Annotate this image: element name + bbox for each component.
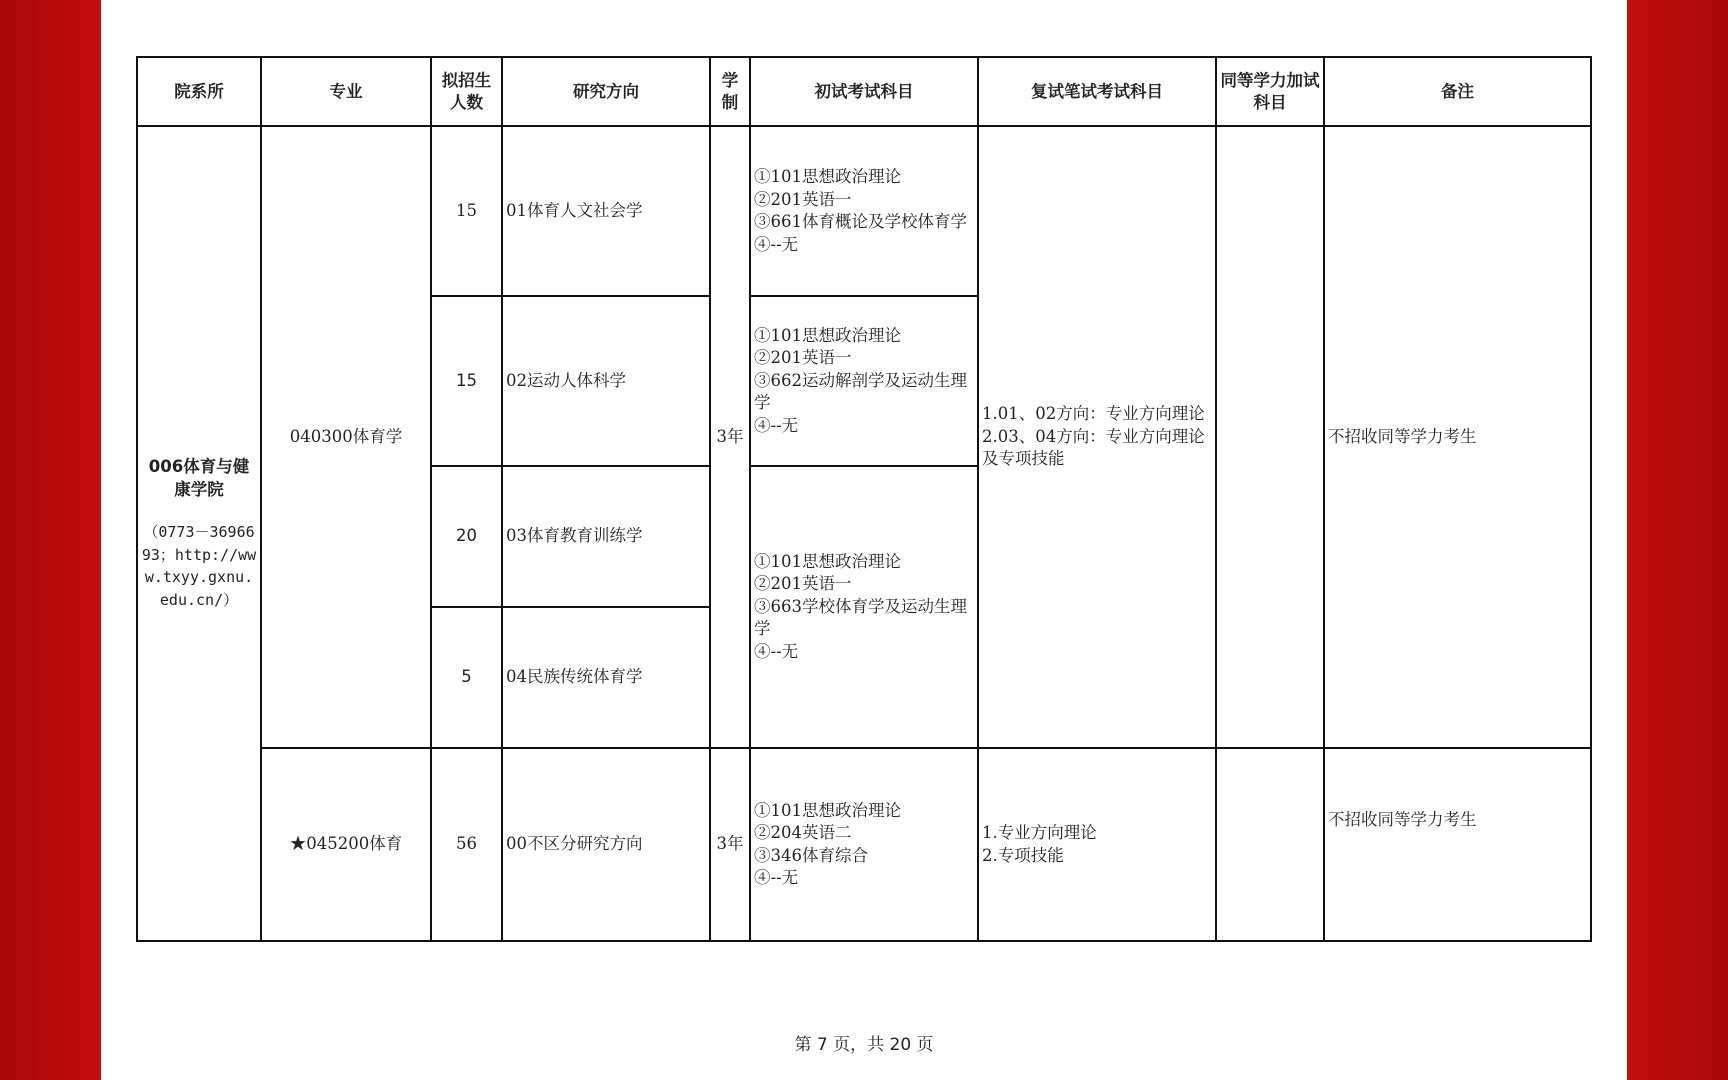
quota-cell: 15 <box>431 296 502 466</box>
quota-cell: 20 <box>431 466 502 607</box>
duration-cell: 3年 <box>710 748 750 941</box>
equiv-cell <box>1216 748 1324 941</box>
dept-contact: （0773－3696693；http://www.txyy.gxnu.edu.cn/） <box>141 523 257 609</box>
footer-suffix: 页 <box>916 1035 934 1055</box>
prelim-line: ④--无 <box>754 868 799 887</box>
prelim-line: ③662运动解剖学及运动生理学 <box>754 370 967 413</box>
quota-cell: 15 <box>431 126 502 296</box>
header-dept: 院系所 <box>137 57 261 126</box>
footer-total-pages: 20 <box>889 1035 912 1055</box>
prelim-line: ③346体育综合 <box>754 845 868 865</box>
duration-cell: 3年 <box>710 126 750 748</box>
prelim-line: ④--无 <box>754 415 799 435</box>
remarks-cell: 不招收同等学力考生 <box>1324 748 1591 941</box>
table-row <box>137 126 1591 296</box>
quota-cell: 56 <box>431 748 502 941</box>
prelim-line: ②204英语二 <box>754 823 852 842</box>
header-major: 专业 <box>261 57 431 126</box>
prelim-line: ①101思想政治理论 <box>754 167 901 186</box>
footer-page-number: 7 <box>816 1035 828 1055</box>
header-row <box>137 57 1591 126</box>
footer-prefix: 第 <box>794 1035 812 1055</box>
retest-cell <box>978 126 1216 748</box>
major-cell: ★045200体育 <box>261 748 431 941</box>
prelim-line: ④--无 <box>754 234 799 254</box>
admissions-table <box>136 56 1592 942</box>
header-direction: 研究方向 <box>502 57 710 126</box>
direction-cell: 04民族传统体育学 <box>502 607 710 748</box>
prelim-line: ①101思想政治理论 <box>754 325 901 345</box>
equiv-cell <box>1216 126 1324 748</box>
retest-line: 1.专业方向理论 <box>982 823 1097 842</box>
prelim-line: ②201英语一 <box>754 348 852 368</box>
prelim-line: ②201英语一 <box>754 189 852 209</box>
header-equiv: 同等学力加试科目 <box>1216 57 1324 126</box>
footer-mid: 页，共 <box>833 1035 885 1055</box>
prelim-line: ③663学校体育学及运动生理学 <box>754 596 967 639</box>
header-remarks: 备注 <box>1324 57 1591 126</box>
prelim-line: ③661体育概论及学校体育学 <box>754 212 967 231</box>
dept-cell <box>137 126 261 941</box>
page-footer <box>101 1030 1627 1055</box>
prelim-line: ①101思想政治理论 <box>754 800 901 820</box>
retest-line: 2.03、04方向：专业方向理论及专项技能 <box>982 426 1205 469</box>
table-row <box>137 748 1591 941</box>
header-duration: 学制 <box>710 57 750 126</box>
prelim-line: ④--无 <box>754 641 799 661</box>
right-border <box>1627 0 1728 1080</box>
prelim-line: ①101思想政治理论 <box>754 551 901 571</box>
major-cell: 040300体育学 <box>261 126 431 748</box>
direction-cell: 00不区分研究方向 <box>502 748 710 941</box>
prelim-cell <box>750 748 978 941</box>
header-quota: 拟招生人数 <box>431 57 502 126</box>
prelim-cell <box>750 296 978 466</box>
direction-cell: 02运动人体科学 <box>502 296 710 466</box>
direction-cell: 03体育教育训练学 <box>502 466 710 607</box>
remarks-cell: 不招收同等学力考生 <box>1324 126 1591 748</box>
quota-cell: 5 <box>431 607 502 748</box>
document-page <box>101 0 1627 1080</box>
prelim-cell <box>750 466 978 748</box>
prelim-cell <box>750 126 978 296</box>
retest-line: 1.01、02方向：专业方向理论 <box>982 404 1205 424</box>
prelim-line: ②201英语一 <box>754 574 852 594</box>
header-retest: 复试笔试考试科目 <box>978 57 1216 126</box>
left-border <box>0 0 101 1080</box>
dept-name: 006体育与健康学院 <box>148 457 250 499</box>
retest-cell <box>978 748 1216 941</box>
direction-cell: 01体育人文社会学 <box>502 126 710 296</box>
header-prelim: 初试考试科目 <box>750 57 978 126</box>
retest-line: 2.专项技能 <box>982 845 1064 865</box>
